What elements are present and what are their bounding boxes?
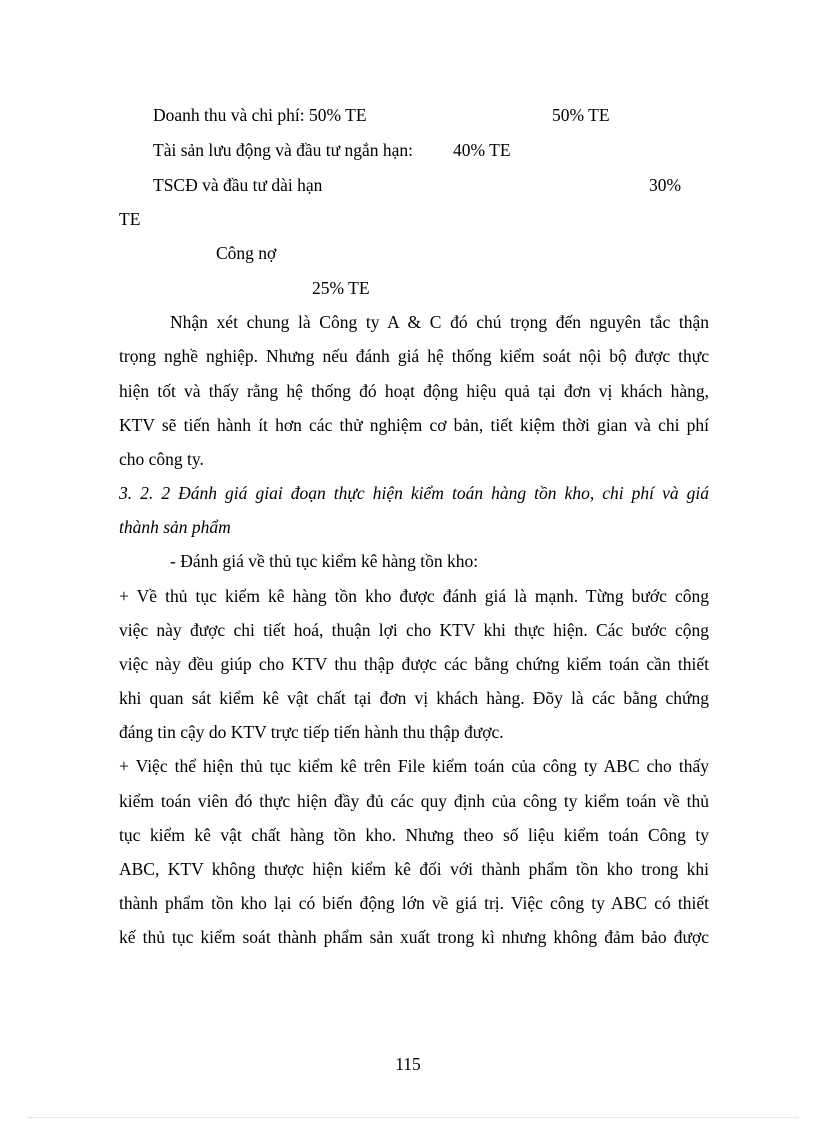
bullet-line: thành phẩm tồn kho lại có biến động lớn về giá trị. Việc công ty ABC có thiết xyxy=(119,893,709,913)
receivables-value: 25% TE xyxy=(312,278,370,298)
paragraph-line: KTV sẽ tiến hành ít hơn các thử nghiệm cơ bản, tiết kiệm thời gian và chi phí xyxy=(119,415,709,435)
current-assets-value: 40% TE xyxy=(453,140,511,160)
revenue-value: 50% TE xyxy=(552,105,610,125)
bullet-line: + Về thủ tục kiểm kê hàng tồn kho được đánh giá là mạnh. Từng bước công xyxy=(119,586,709,606)
assessment-intro: - Đánh giá về thủ tục kiểm kê hàng tồn kho: xyxy=(170,551,479,571)
paragraph-line: Nhận xét chung là Công ty A & C đó chú trọng đến nguyên tắc thận xyxy=(170,312,709,332)
page-number: 115 xyxy=(395,1054,421,1074)
bullet-line: + Việc thể hiện thủ tục kiểm kê trên File kiểm toán của công ty ABC cho thấy xyxy=(119,756,709,776)
bullet-line: ABC, KTV không thược hiện kiểm kê đối với thành phẩm tồn kho trong khi xyxy=(119,859,709,879)
bullet-line: việc này đều giúp cho KTV thu thập được các bằng chứng kiểm toán cần thiết xyxy=(119,654,709,674)
revenue-label: Doanh thu và chi phí: 50% TE xyxy=(153,105,367,125)
bullet-line: đáng tin cậy do KTV trực tiếp tiến hành thu thập được. xyxy=(119,722,504,742)
section-heading: 3. 2. 2 Đánh giá giai đoạn thực hiện kiểm toán hàng tồn kho, chi phí và giá xyxy=(119,483,709,503)
fixed-assets-label: TSCĐ và đầu tư dài hạn xyxy=(153,175,323,195)
bullet-line: kiểm toán viên đó thực hiện đầy đủ các quy định của công ty kiểm toán về thủ xyxy=(119,791,709,811)
paragraph-line: hiện tốt và thấy rằng hệ thống đó hoạt động hiệu quả tại đơn vị khách hàng, xyxy=(119,381,709,401)
bullet-line: khi quan sát kiểm kê vật chất tại đơn vị khách hàng. Đõy là các bằng chứng xyxy=(119,688,709,708)
receivables-label: Công nợ xyxy=(216,243,277,263)
bullet-line: việc này được chi tiết hoá, thuận lợi cho KTV khi thực hiện. Các bước cộng xyxy=(119,620,709,640)
bullet-line: kế thủ tục kiểm soát thành phẩm sản xuất trong kì nhưng không đảm bảo được xyxy=(119,927,709,947)
page-bottom-divider xyxy=(28,1117,798,1118)
bullet-line: tục kiểm kê vật chất hàng tồn kho. Nhưng theo số liệu kiểm toán Công ty xyxy=(119,825,709,845)
fixed-assets-value: 30% xyxy=(649,175,682,195)
current-assets-label: Tài sản lưu động và đầu tư ngắn hạn: xyxy=(153,140,414,160)
fixed-assets-unit: TE xyxy=(119,209,141,229)
paragraph-line: cho công ty. xyxy=(119,449,204,469)
section-heading: thành sản phẩm xyxy=(119,517,231,537)
paragraph-line: trọng nghề nghiệp. Nhưng nếu đánh giá hệ thống kiểm soát nội bộ được thực xyxy=(119,346,709,366)
